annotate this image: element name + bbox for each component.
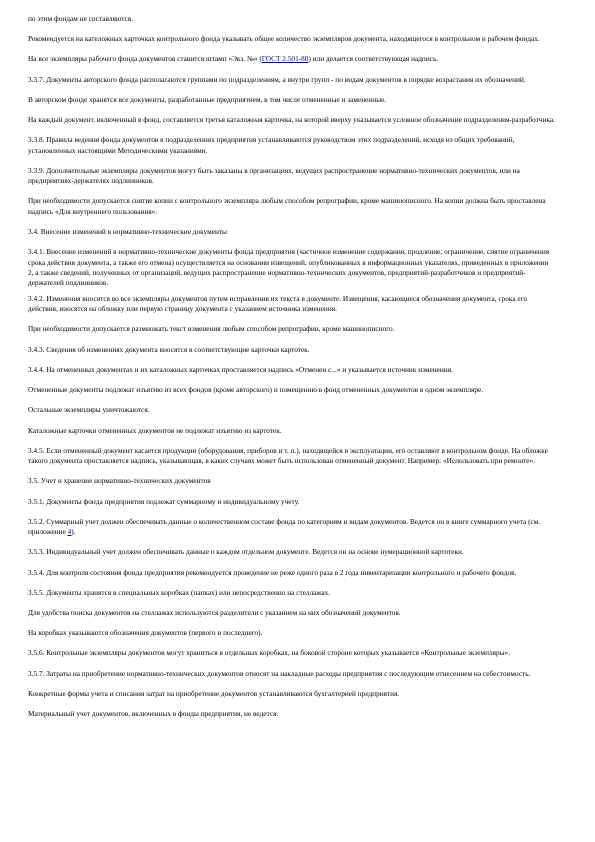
paragraph-22-text-after: ).	[71, 527, 76, 537]
paragraph-8: 3.3.9. Дополнительные экземпляры документов могут быть заказаны в организациях, ведущих распространение нормативно-технических документов, или на предприятиях-держателях подлинников.	[28, 165, 520, 186]
paragraph-5: В авторском фонде хранятся все документы, разработанные предприятием, в том числе отмененные и замененные.	[28, 94, 387, 104]
paragraph-19: 3.4.5. Если отмененный документ касается продукции (оборудования, приборов и т. п.), находящейся в эксплуатации, его оставляют в контрольном фонде. На обложке такого документа проставляется надпись, указывающая, в каких случаях может быть использован отмененный документ. Например: «Использовать при ремонте».	[28, 445, 548, 466]
paragraph-13: При необходимости допускается размножать текст изменения любым способом репрографии, кроме машинописного.	[28, 324, 395, 334]
paragraph-21: 3.5.1. Документы фонда предприятия подлежат суммарному и индивидуальному учету.	[28, 496, 300, 506]
section-heading-3-4: 3.4. Внесение изменений в нормативно-технические документы	[28, 227, 227, 237]
gost-link[interactable]: ГОСТ 2.501-88	[261, 54, 309, 64]
paragraph-28: 3.5.6. Контрольные экземпляры документов могут храниться в отдельных коробках, на боковой стороне которых указывается «Контрольные экземпляры».	[28, 648, 511, 658]
paragraph-17: Остальные экземпляры уничтожаются.	[28, 405, 150, 415]
paragraph-26: Для удобства поиска документов на стеллажах используются разделители с указанием на них обозначений документов.	[28, 607, 401, 617]
paragraph-29: 3.5.7. Затраты на приобретение нормативно-технических документов относят на накладные расходы предприятия с последующим отнесением на себестоимость.	[28, 668, 531, 678]
paragraph-11: 3.4.1. Внесение изменений в нормативно-технические документы фонда предприятия (частичное изменение содержания, продление, ограничение, снятие ограничения срока действия документа, а также его отмена) осуществляется на основании извещений, опубликованных в информационных указателях, приведенных в приложении 2, а также сведений, полученных от организаций, ведущих распространение нормативно-технических документов, предприятий-разработчиков и предприятий-держателей подлинников.	[28, 247, 550, 288]
paragraph-25: 3.5.5. Документы хранятся в специальных коробках (папках) или непосредственно на стеллажах.	[28, 587, 331, 597]
paragraph-2: Рекомендуется на катeложных карточках контрольного фонда указывать общее количество экземпляров документа, находящегося в контрольном и рабочем фондах.	[28, 34, 540, 44]
paragraph-27: На коробках указываются обозначения документов (первого и последнего).	[28, 628, 263, 638]
paragraph-14: 3.4.3. Сведения об изменениях документа вносятся в соответствующие карточки картотек.	[28, 344, 310, 354]
paragraph-3-text-after: ) или делается соответствующая надпись.	[308, 54, 439, 64]
paragraph-15: 3.4.4. На отмененных документах и их каталожных карточках проставляется надпись «Отменен с...» и указывается источник изменения.	[28, 364, 453, 374]
paragraph-23: 3.5.3. Индивидуальный учет должен обеспечивать данные о каждом отдельном документе. Ведется он на основе нумерационной картотеки.	[28, 547, 464, 557]
paragraph-22-text-before: 3.5.2. Суммарный учет должен обеспечивать данные о количественном составе фонда по категориям и видам документов. Ведется он в книге суммарного учета (см. приложение	[28, 516, 541, 537]
paragraph-4: 3.3.7. Документы авторского фонда располагаются группами по подразделениям, а внутри групп - по видам документов в порядке возрастания их обозначений.	[28, 74, 526, 84]
appendix-4-link[interactable]: 4	[67, 527, 72, 537]
paragraph-7: 3.3.8. Правила ведения фонда документов в подразделениях предприятия устанавливаются руководством этих подразделений, исходя из общих требований, установленных настоящими Методическими указаниями.	[28, 135, 515, 155]
paragraph-30: Конкретные формы учета и списания затрат на приобретение документов устанавливаются бухгалтерией предприятия.	[28, 688, 400, 698]
paragraph-3-text-before: На все экземпляры рабочего фонда документов ставится штамп «Экз. №» (	[28, 54, 262, 64]
paragraph-16: Отмененные документы подлежат изъятию из всех фондов (кроме авторского) и помещению в фонд отмененных документов в одном экземпляре.	[28, 385, 484, 395]
section-heading-3-5: 3.5. Учет и хранение нормативно-технических документов	[28, 476, 211, 486]
paragraph-18: Каталожные карточки отмененных документов не подлежат изъятию из картотек.	[28, 425, 282, 435]
paragraph-22	[28, 517, 555, 538]
paragraph-9: При необходимости допускается снятие копии с контрольного экземпляра любым способом репрографии, кроме машинописного. На копии должна быть проставлена надпись «Для внутреннего пользования».	[28, 196, 546, 216]
paragraph-12: 3.4.2. Изменения вносятся во все экземпляры документов путем исправления их текста в документе. Извещения, касающиеся обозначения документа, срока его действия, вносятся на обложку или первую страницу документа с указанием источника изменения.	[28, 293, 528, 314]
paragraph-3	[28, 54, 555, 64]
paragraph-24: 3.5.4. Для контроля состояния фонда предприятия рекомендуется проведение не реже одного раза в 2 года инвентаризации контрольного и рабочего фондов.	[28, 567, 517, 577]
paragraph-31: Материальный учет документов, включенных в фонды предприятия, не ведется.	[28, 708, 279, 718]
paragraph-1: по этим фондам не составляются.	[28, 14, 133, 23]
paragraph-6: На каждый документ, включенный в фонд, составляется третья каталожная карточка, на которой вверху указывается условное обозначение подразделения-разработчика.	[28, 115, 555, 125]
